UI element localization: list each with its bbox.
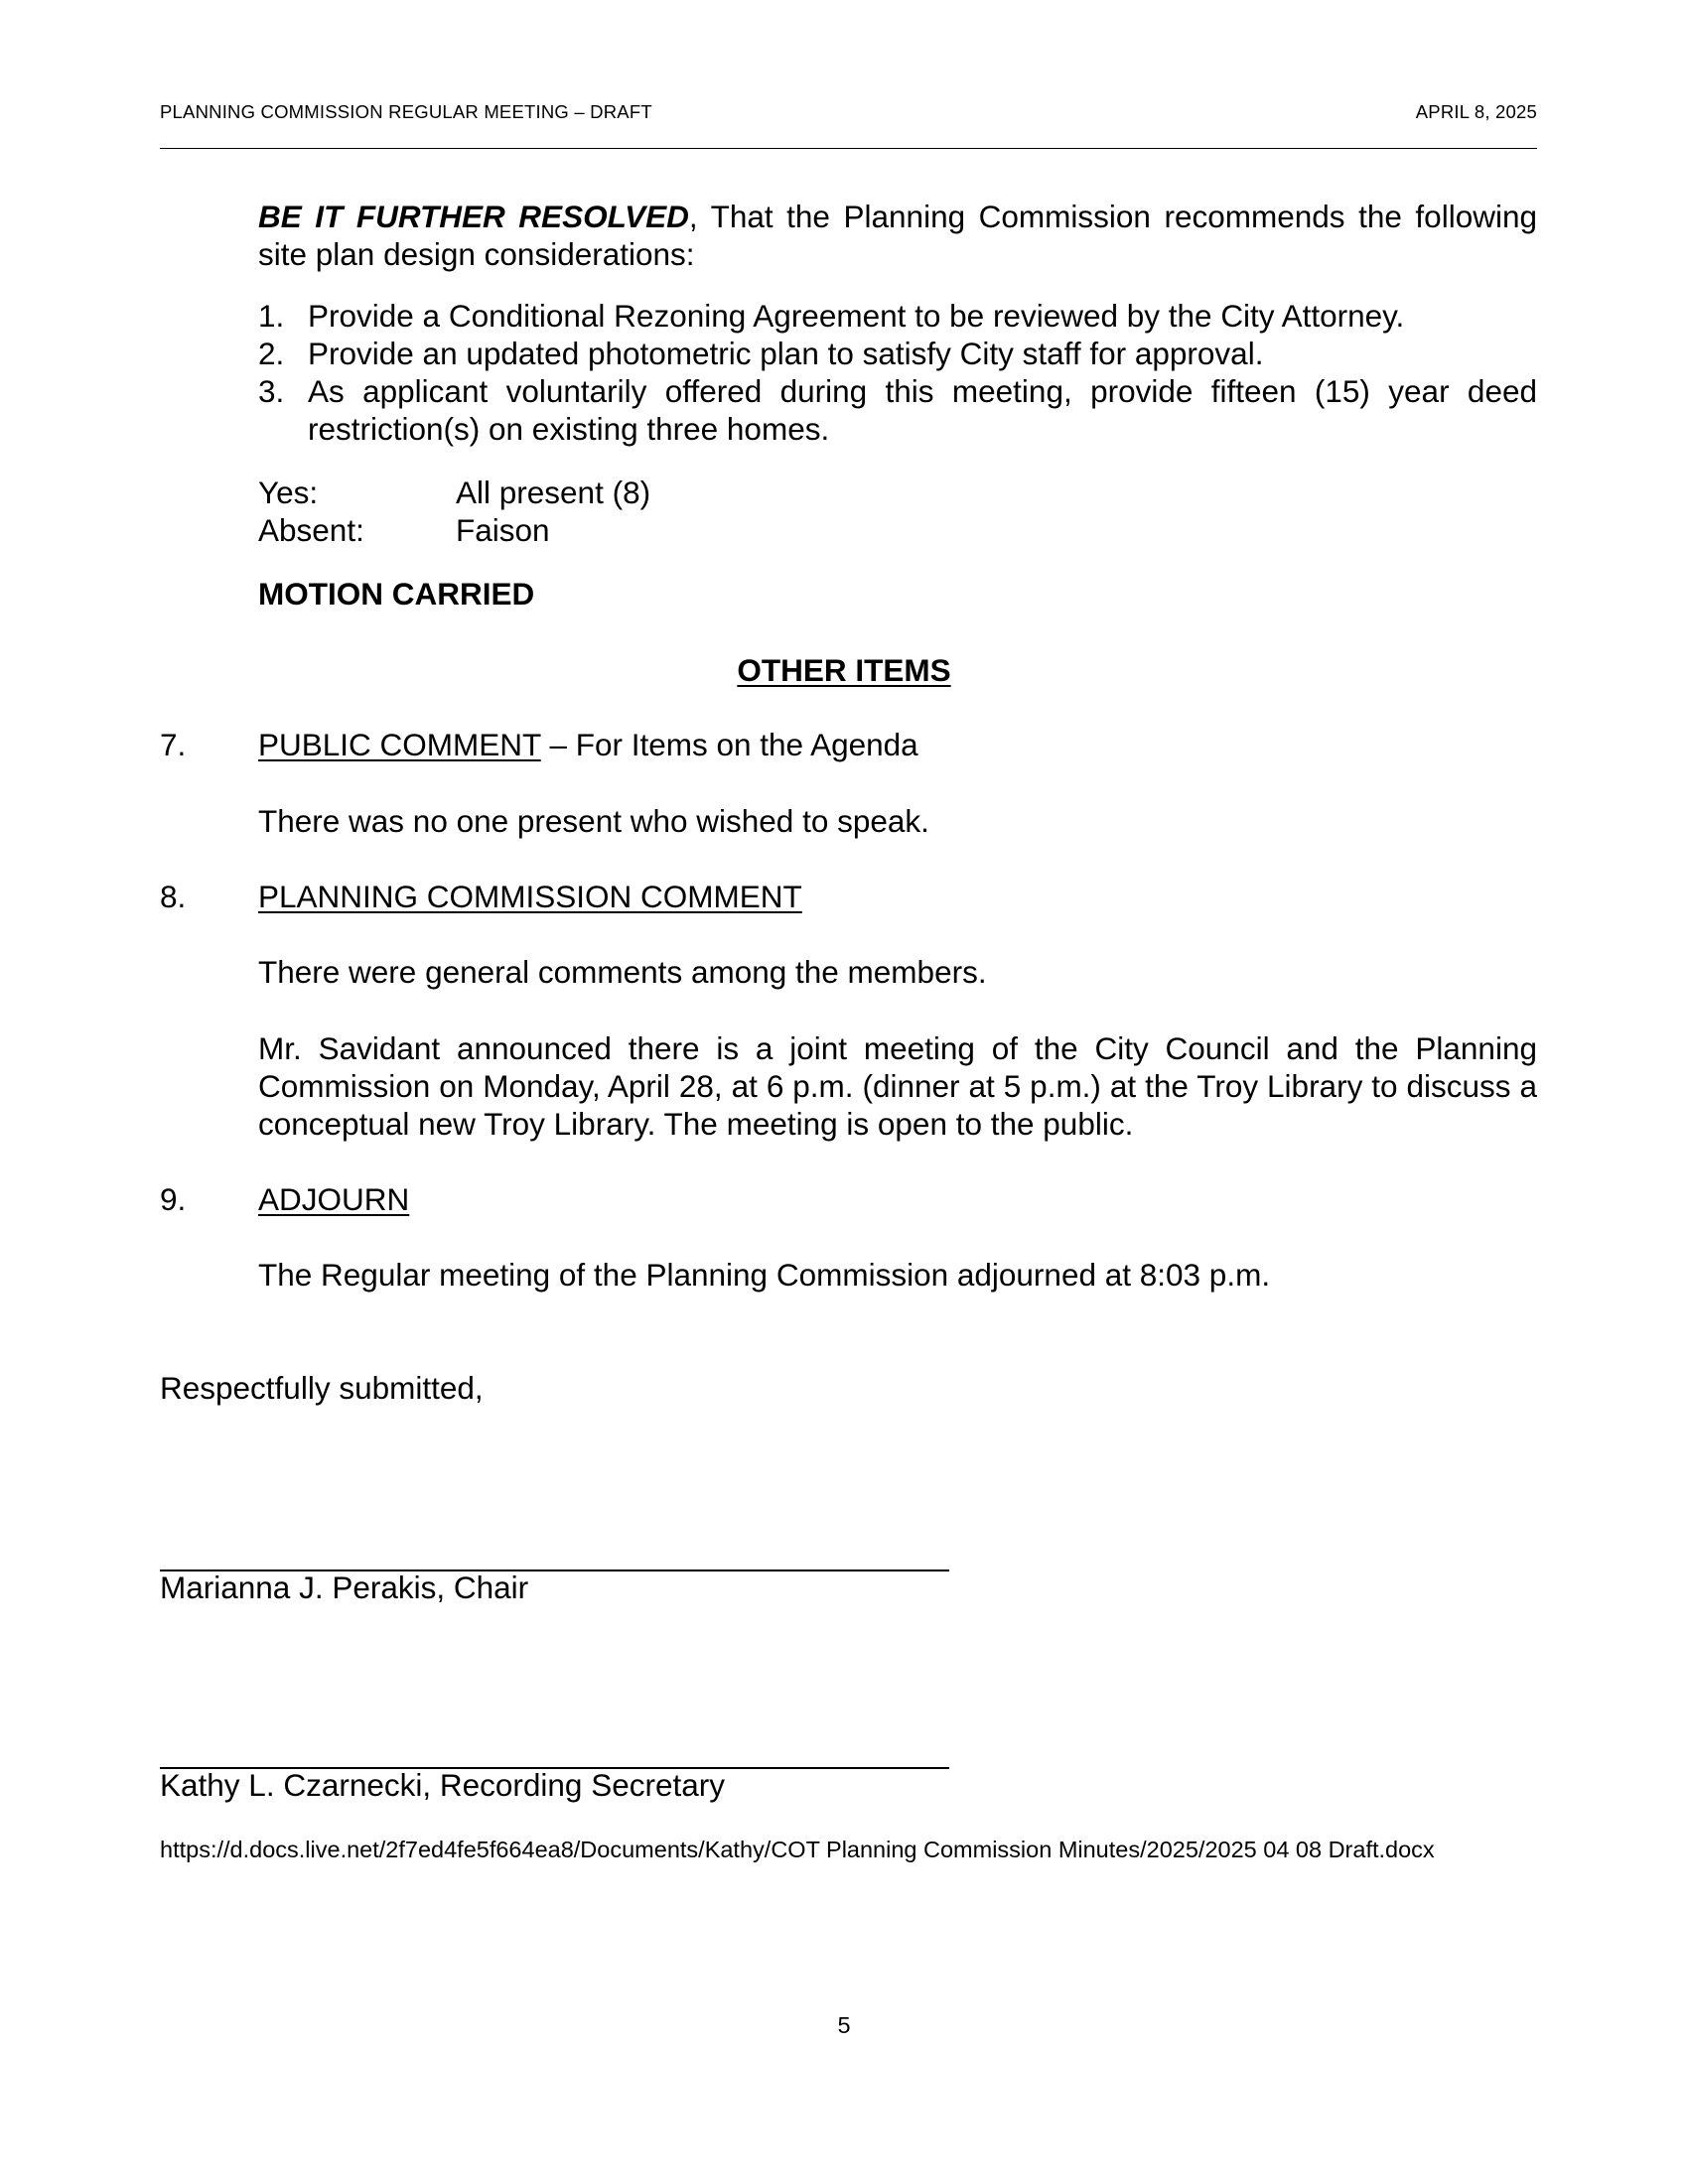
- vote-absent-value: Faison: [456, 512, 550, 548]
- header-divider: [160, 148, 1537, 149]
- item-body: There was no one present who wished to speak.: [258, 803, 929, 839]
- list-item-number: 3.: [258, 373, 285, 409]
- list-item-number: 1.: [258, 298, 285, 334]
- resolution-text: , That the Planning Commission recommends the following site plan design considerations:: [258, 199, 1537, 272]
- vote-yes-label: Yes:: [258, 475, 319, 510]
- item-body: There were general comments among the members.: [258, 954, 987, 990]
- signature-secretary: Kathy L. Czarnecki, Recording Secretary: [160, 1767, 725, 1803]
- list-item-text: Provide a Conditional Rezoning Agreement to be reviewed by the City Attorney.: [308, 298, 1405, 334]
- signature-chair: Marianna J. Perakis, Chair: [160, 1570, 529, 1605]
- vote-yes-value: All present (8): [456, 475, 651, 510]
- resolution-paragraph: [258, 198, 1537, 273]
- list-item-number: 2.: [258, 336, 285, 371]
- motion-result: MOTION CARRIED: [258, 576, 535, 612]
- item-number: 7.: [160, 727, 187, 762]
- list-item: [258, 372, 1537, 448]
- section-heading: OTHER ITEMS: [737, 652, 951, 688]
- header-date: APRIL 8, 2025: [1415, 101, 1537, 122]
- item-body-announcement: Mr. Savidant announced there is a joint meeting of the City Council and the Planning Commission on Monday, April 28, at 6 p.m. (dinner at 5 p.m.) at the Troy Library to discuss a conceptual new Troy Library. The meeting is open to the public.: [258, 1030, 1537, 1142]
- item-number: 9.: [160, 1181, 187, 1217]
- list-item: [258, 335, 1537, 372]
- closing-text: Respectfully submitted,: [160, 1370, 484, 1406]
- item-title-suffix: – For Items on the Agenda: [540, 727, 918, 762]
- item-body: The Regular meeting of the Planning Commission adjourned at 8:03 p.m.: [258, 1257, 1271, 1293]
- item-title: PLANNING COMMISSION COMMENT: [258, 879, 802, 914]
- item-title: ADJOURN: [258, 1181, 410, 1217]
- resolution-lead: BE IT FURTHER RESOLVED: [258, 199, 689, 234]
- header-title: PLANNING COMMISSION REGULAR MEETING – DRAFT: [160, 101, 652, 122]
- item-title: PUBLIC COMMENT: [258, 727, 541, 762]
- list-item-text: As applicant voluntarily offered during this meeting, provide fifteen (15) year deed restriction(s) on existing three homes.: [308, 373, 1537, 447]
- list-item: [258, 297, 1537, 335]
- item-number: 8.: [160, 879, 187, 914]
- vote-absent-label: Absent:: [258, 512, 364, 548]
- document-path: https://d.docs.live.net/2f7ed4fe5f664ea8/Documents/Kathy/COT Planning Commission Minutes/2025/2025 04 08 Draft.docx: [160, 1837, 1435, 1862]
- list-item-text: Provide an updated photometric plan to satisfy City staff for approval.: [308, 336, 1264, 371]
- page-number: 5: [837, 2012, 851, 2038]
- item-heading-public-comment: [258, 726, 918, 763]
